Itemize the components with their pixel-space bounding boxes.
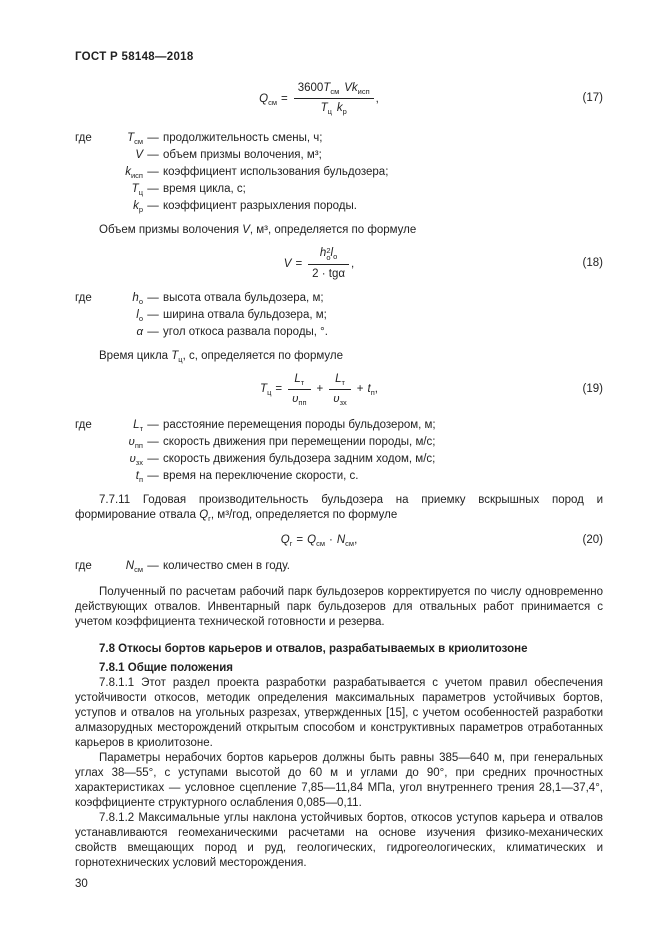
paragraph-fleet: Полученный по расчетам рабочий парк бульдозеров корректируется по числу одновременно действующих отвалов. Инвентарный парк бульдозеров для отвальных работ принимается с учетом коэффициента технической готовности и резерва. [75,585,603,628]
term-symbol: $\upsilon_{зх}$ [129,452,143,467]
em-dash: — [147,559,159,572]
math-var: V [283,257,292,270]
equals-sign: = [275,383,283,396]
glossary-18 [75,290,603,341]
term-definition: время на переключение скорости, с. [163,469,359,482]
term-symbol: $l_о$ [136,308,143,323]
fraction [294,81,374,116]
math-var: k [351,82,358,94]
term-row [75,451,603,468]
em-dash: — [147,200,159,212]
paragraph-cycle-intro: Время цикла $T_ц$, с, определяется по формуле [99,349,343,364]
formula-18-body [75,246,563,282]
math-var: V [242,224,250,236]
math-var: l [330,247,334,259]
math-var: Q [307,533,317,546]
term-definition: объем призмы волочения, м³; [163,149,322,161]
term-symbol: $k_{исп}$ [125,166,143,180]
comma: , [351,257,355,270]
fraction [308,246,349,282]
glossary-19 [75,417,603,485]
term-row [75,130,603,147]
equation-number-17: (17) [582,92,603,104]
term-symbol: $k_р$ [133,200,143,214]
glossary-17 [75,130,603,215]
math-subscript: о [333,252,338,261]
equation-number-19: (19) [582,382,603,395]
formula-17 [75,81,603,116]
paragraph-volume-intro: Объем призмы волочения V, м³, определяется по формуле [99,224,417,236]
term-symbol: $L_т$ [133,418,143,433]
formula-20 [75,533,603,548]
math-subscript: р [342,107,347,116]
em-dash: — [147,469,159,482]
math-var: N [336,533,346,546]
fraction-numerator: $L_т$ [329,372,351,390]
term-row [75,558,603,575]
term-symbol: $T_ц$ [131,183,143,197]
formula-17-body [75,81,563,116]
term-row [75,468,603,485]
fraction [329,372,351,407]
math-subscript: ц [267,388,272,398]
term-symbol: $N_{см}$ [125,559,143,574]
em-dash: — [147,183,159,195]
em-dash: — [147,149,159,161]
term-symbol: α [136,325,143,338]
term-symbol: $h_о$ [132,291,143,306]
em-dash: — [147,308,159,321]
where-label: где [75,559,92,572]
term-definition: время цикла, с; [163,183,246,195]
equals-sign: = [295,257,303,270]
plus-sign: + [356,383,364,396]
term-row [75,290,603,307]
math-var: Q [199,508,209,521]
term-definition: коэффициент использования бульдозера; [163,166,389,178]
math-subscript: ц [178,354,183,364]
math-subscript: о [326,253,331,262]
math-var: T [171,349,179,362]
equals-sign: = [296,533,304,546]
fraction-denominator: $\upsilon_{зх}$ [333,392,347,407]
math-superscript: 2 [326,245,331,255]
heading-7-8: 7.8 Откосы бортов карьеров и отвалов, разрабатываемых в криолитозоне [99,642,528,655]
plus-sign: + [316,383,324,396]
em-dash: — [147,132,159,144]
paragraph-params: Параметры нерабочих бортов карьеров должны быть равны 385—640 м, при генеральных углах 38—55°, с уступами высотой до 60 м и углами до 90°, при средних прочностных характеристиках — условное сцепление 7,85—11,84 МПа, угол внутреннего трения 28,1—37,4°, коэффициенте структурного ослабления 0,085—0,11. [75,751,603,809]
term-row [75,198,603,215]
math-subscript: см [316,538,325,548]
term-definition: высота отвала бульдозера, м; [163,291,324,304]
comma: , [375,92,379,105]
formula-18 [75,246,603,282]
math-var: k [336,102,343,114]
formula-20-body [75,533,563,548]
term-symbol: V [135,149,143,161]
term-definition: расстояние перемещения породы бульдозером, м; [163,418,436,431]
fraction-denominator [294,99,374,116]
math-subscript: см [345,538,355,548]
term-row [75,147,603,164]
term-definition: скорость движения бульдозера задним ходом, м/с; [163,452,436,465]
term-definition: угол откоса развала породы, °. [163,325,328,338]
comma: , [374,383,378,396]
term-row [75,307,603,324]
math-var: T [320,102,328,114]
math-var: V [344,82,352,94]
paragraph-7-7-11: 7.7.11 Годовая производительность бульдозера на приемку вскрышных пород и формирование отвала $Q_г$, м³/год, определяется по формуле [75,493,603,523]
fraction-numerator: $L_т$ [288,372,310,390]
term-symbol: $\upsilon_{пп}$ [128,435,143,450]
where-label: где [75,418,92,431]
em-dash: — [147,452,159,465]
term-row [75,324,603,341]
term-row [75,434,603,451]
equation-number-20: (20) [582,533,603,546]
math-var: Q [280,533,290,546]
math-subscript: ц [327,107,332,116]
document-header: ГОСТ Р 58148—2018 [75,51,194,63]
math-var: t [367,383,371,396]
paragraph-7-8-1-2: 7.8.1.2 Максимальные углы наклона устойчивых бортов, откосов уступов карьера и отвалов устанавливаются геомеханическими расчетами на основе изучения физико-механических свойств вмещающих пород и руд, геологических, гидрогеологических, климатических и горнотехнических условий месторождения. [75,811,603,869]
term-row [75,417,603,434]
fraction-numerator [308,246,349,265]
multiplication-dot: · [329,533,333,546]
term-symbol: $t_п$ [135,469,143,484]
fraction-denominator: $\upsilon_{пп}$ [292,392,307,407]
heading-7-8-1: 7.8.1 Общие положения [99,661,234,674]
term-definition: продолжительность смены, ч; [163,132,323,144]
paragraph-7-8-1-1: 7.8.1.1 Этот раздел проекта разработки разрабатывается с учетом правил обеспечения устойчивости откосов, методик определения максимальных параметров устойчивых бортов, уступов и отвалов на угольных разрезах, утвержденных [15], с учетом особенностей разработки алмазорудных месторождений открытым способом и конструктивных параметров отработанных карьеров в криолитозоне. [75,676,603,749]
math-var: h [319,247,327,259]
term-definition: коэффициент разрыхления породы. [163,200,357,212]
em-dash: — [147,291,159,304]
term-row [75,181,603,198]
comma: , [354,533,358,546]
fraction-denominator: 2 · tgα [312,267,346,280]
math-subscript: см [330,87,340,96]
term-definition: количество смен в году. [163,559,290,572]
em-dash: — [147,418,159,431]
math-subscript: см [268,97,277,107]
equals-sign: = [280,92,288,105]
term-row [75,164,603,181]
math-var: Q [259,92,269,105]
math-subscript: исп [357,87,370,96]
where-label: где [75,132,92,144]
formula-19 [75,372,603,407]
math-subscript: г [289,538,293,548]
fraction [288,372,310,407]
glossary-20 [75,558,603,575]
math-subscript: г [208,513,211,523]
page-number: 30 [75,877,88,890]
formula-19-body [75,372,563,407]
equation-number-18: (18) [582,257,603,270]
math-var: T [260,383,268,396]
fraction-numerator: $3600T_{см}$ $Vk_{исп}$ [294,81,374,99]
where-label: где [75,291,92,304]
term-definition: скорость движения при перемещении породы, м/с; [163,435,436,448]
em-dash: — [147,325,159,338]
math-subscript: п [370,388,375,398]
em-dash: — [147,166,159,178]
math-var: T [323,82,331,94]
term-definition: ширина отвала бульдозера, м; [163,308,327,321]
em-dash: — [147,435,159,448]
term-symbol: $T_{см}$ [127,132,143,146]
